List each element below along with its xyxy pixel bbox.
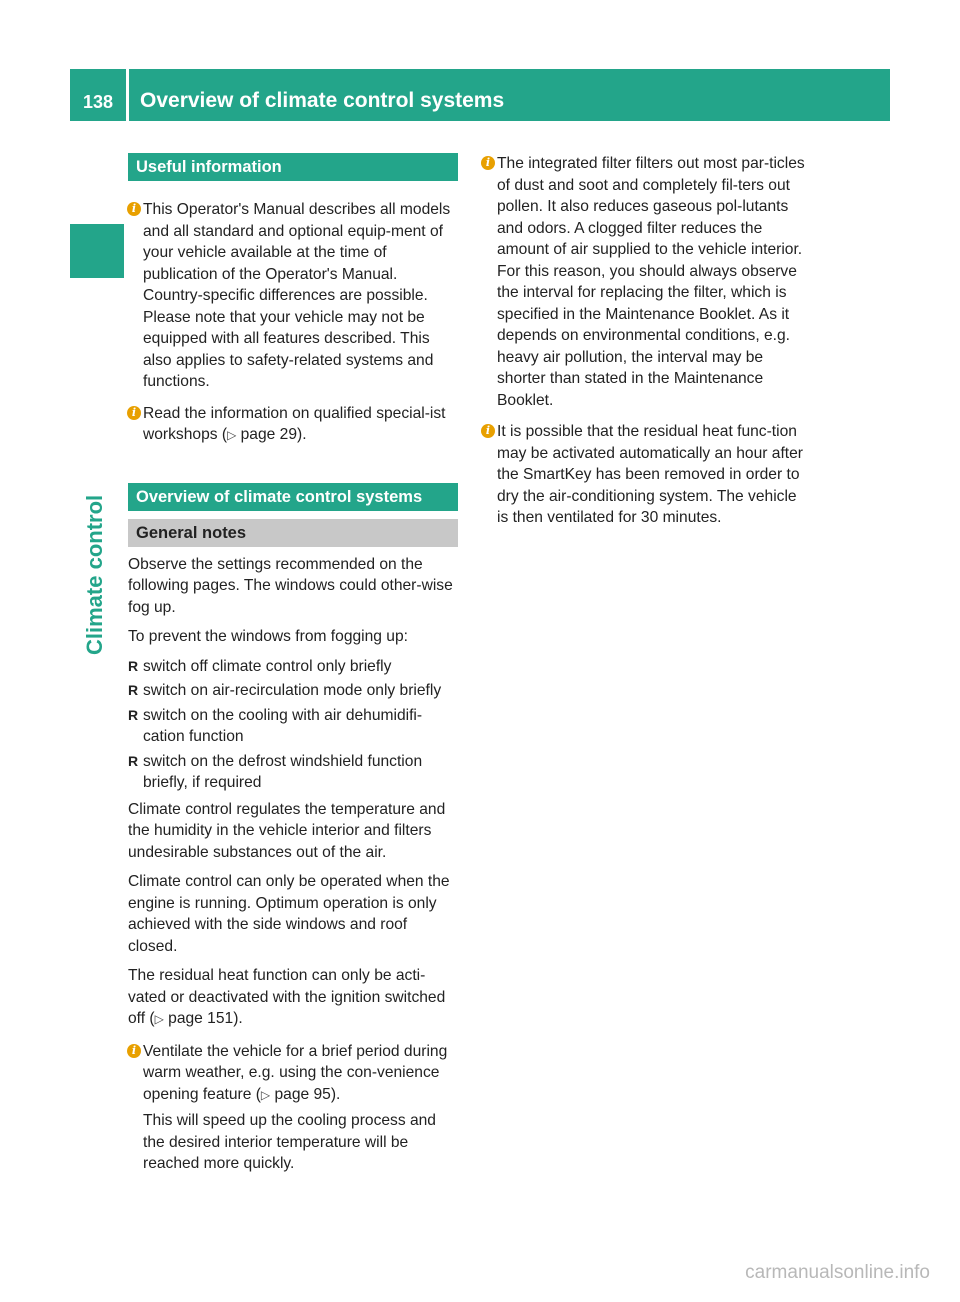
general-notes-heading: General notes	[128, 519, 458, 547]
bullet-text: switch on the cooling with air dehumidifi-cation function	[143, 706, 423, 745]
page-header	[70, 69, 890, 121]
page-reference-arrow-icon: ▷	[260, 1087, 271, 1102]
info-note	[482, 153, 812, 411]
right-column	[482, 153, 812, 539]
bullet-text: switch off climate control only briefly	[143, 657, 392, 675]
bullet-item	[128, 705, 458, 748]
side-tab-text: Climate control	[82, 494, 107, 655]
bullet-marker: R	[128, 752, 139, 769]
left-column	[128, 153, 458, 1185]
info-icon: i	[127, 406, 141, 420]
bullet-text: switch on air-recirculation mode only briefly	[143, 682, 442, 699]
page-reference-arrow-icon: ▷	[227, 428, 237, 442]
page-reference-link[interactable]: page 29).	[236, 426, 307, 443]
info-text: It is possible that the residual heat func-tion may be activated automatically an hour after the SmartKey has been removed in order to dry the air-conditioning system. The vehicle is then ventilated for 30 minutes.	[497, 423, 803, 526]
page-number: 138	[70, 69, 126, 121]
bullet-marker: R	[128, 706, 139, 723]
info-text: The integrated filter filters out most par-ticles of dust and soot and completely fil-ters out pollen. It also reduces gaseous pol-lutants and odors. A clogged filter reduces the amount of air supplied to the vehicle interior. For this reason, you should always observe the interval for replacing the filter, which is specified in the Maintenance Booklet. As it depends on environmental conditions, e.g. heavy air pollution, the interval may be shorter than stated in the Maintenance Booklet.	[497, 155, 805, 409]
bullet-marker: R	[128, 657, 139, 674]
bullet-item	[128, 751, 458, 794]
paragraph: Climate control can only be operated when the engine is running. Optimum operation is only achieved with the side windows and roof closed.	[128, 873, 450, 955]
overview-heading: Overview of climate control systems	[128, 483, 458, 511]
watermark: carmanualsonline.info	[745, 1262, 930, 1283]
info-icon: i	[127, 202, 141, 216]
info-note	[128, 403, 458, 447]
paragraph: Observe the settings recommended on the following pages. The windows could other-wise fog up.	[128, 555, 453, 616]
info-text: This will speed up the cooling process and the desired interior temperature will be reached more quickly.	[143, 1112, 436, 1172]
page-reference-arrow-icon: ▷	[154, 1012, 164, 1026]
info-continuation	[128, 1110, 458, 1175]
info-icon: i	[481, 156, 495, 170]
info-text: Ventilate the vehicle for a brief period during warm weather, e.g. using the con-venience opening feature (	[143, 1042, 448, 1103]
info-note	[482, 421, 812, 529]
paragraph-text: The residual heat function can only be acti-vated or deactivated with the ignition switched off (	[128, 967, 446, 1027]
info-text: This Operator's Manual describes all models and all standard and optional equip-ment of your vehicle available at the time of publication of the Operator's Manual. Country-specific differences are possible. Please note that your vehicle may not be equipped with all features described. This also applies to safety-related systems and functions.	[143, 201, 451, 390]
side-tab-marker	[70, 224, 124, 278]
page-title: Overview of climate control systems	[129, 69, 890, 121]
paragraph: Climate control regulates the temperature and the humidity in the vehicle interior and filters undesirable substances out of the air.	[128, 800, 446, 861]
info-text: Read the information on qualified special-ist workshops (	[143, 404, 446, 443]
bullet-item	[128, 656, 458, 678]
info-icon: i	[127, 1044, 141, 1058]
info-note	[128, 199, 458, 393]
page-reference-link[interactable]: page 95).	[270, 1085, 341, 1103]
paragraph	[128, 965, 458, 1031]
bullet-marker: R	[128, 682, 139, 698]
page-reference-link[interactable]: page 151).	[163, 1010, 243, 1027]
useful-information-heading: Useful information	[128, 153, 458, 181]
info-icon: i	[481, 424, 495, 438]
bullet-text: switch on the defrost windshield function briefly, if required	[143, 752, 423, 791]
bullet-item	[128, 680, 458, 702]
info-note	[128, 1041, 458, 1107]
paragraph: To prevent the windows from fogging up:	[128, 628, 408, 645]
